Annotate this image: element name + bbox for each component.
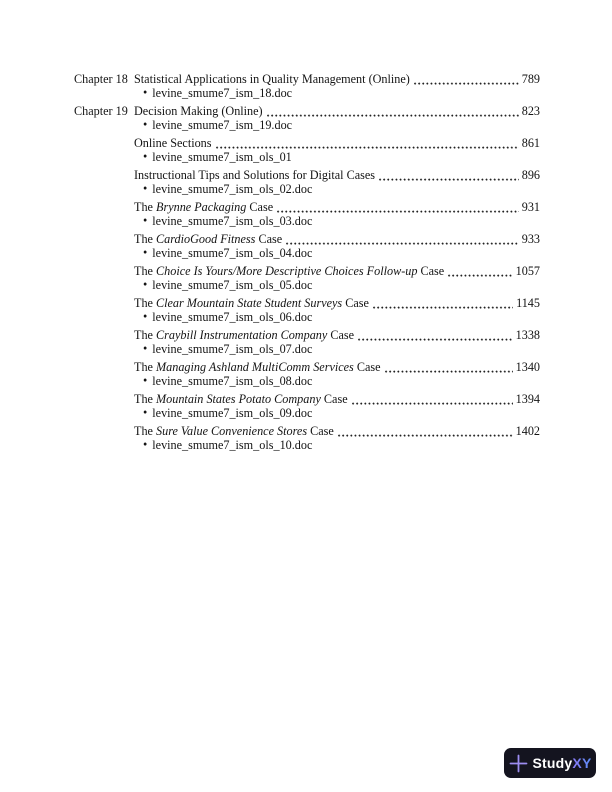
- entry-title-pre: The: [134, 264, 156, 278]
- file-name: levine_smume7_ism_ols_10.doc: [152, 438, 313, 452]
- toc-entry: [74, 424, 540, 452]
- table-of-contents: [74, 72, 540, 456]
- bullet-icon: •: [143, 405, 148, 420]
- bullet-icon: •: [143, 373, 148, 388]
- file-name: levine_smume7_ism_18.doc: [152, 86, 293, 100]
- toc-entry-line: [134, 296, 540, 310]
- entry-title-post: Case: [353, 360, 381, 374]
- plus-icon: [509, 754, 528, 773]
- toc-entry-body: [134, 200, 540, 228]
- toc-entry-body: [134, 232, 540, 260]
- entry-title-post: Case: [246, 200, 274, 214]
- entry-title-pre: The: [134, 392, 156, 406]
- toc-entry-body: [134, 296, 540, 324]
- file-name: levine_smume7_ism_ols_07.doc: [152, 342, 313, 356]
- entry-title-pre: The: [134, 200, 156, 214]
- dot-leader: [358, 338, 513, 341]
- chapter-label: [74, 328, 134, 356]
- toc-entry-line: [134, 232, 540, 246]
- toc-entry: [74, 232, 540, 260]
- entry-title-pre: The: [134, 360, 156, 374]
- entry-title: [134, 232, 282, 246]
- dot-leader: [216, 146, 519, 149]
- toc-entry-body: [134, 104, 540, 132]
- toc-entry-line: [134, 424, 540, 438]
- dot-leader: [267, 114, 519, 117]
- entry-title-italic: Sure Value Convenience Stores: [156, 424, 308, 438]
- chapter-label: [74, 200, 134, 228]
- toc-entry: [74, 104, 540, 132]
- toc-entry-body: [134, 168, 540, 196]
- file-name: levine_smume7_ism_ols_03.doc: [152, 214, 313, 228]
- bullet-icon: •: [143, 213, 148, 228]
- file-name: levine_smume7_ism_ols_04.doc: [152, 246, 313, 260]
- logo-text-accent: XY: [572, 755, 592, 771]
- toc-entry-line: [134, 264, 540, 278]
- dot-leader: [385, 370, 513, 373]
- file-reference-line: [134, 406, 540, 420]
- toc-entry-line: [134, 136, 540, 150]
- entry-title-italic: Mountain States Potato Company: [156, 392, 321, 406]
- entry-title-italic: Clear Mountain State Student Surveys: [156, 296, 343, 310]
- file-reference-line: [134, 278, 540, 292]
- dot-leader: [352, 402, 513, 405]
- chapter-label: [74, 168, 134, 196]
- page-number: 933: [521, 232, 540, 246]
- entry-title-italic: Choice Is Yours/More Descriptive Choices Follow-up: [156, 264, 418, 278]
- entry-title-post: Case: [342, 296, 369, 310]
- file-reference-line: [134, 374, 540, 388]
- entry-title-post: Case: [320, 392, 348, 406]
- chapter-label: [74, 232, 134, 260]
- entry-title-pre: Decision Making (Online): [134, 104, 263, 118]
- chapter-label: Chapter 18: [74, 72, 128, 86]
- entry-title-pre: The: [134, 296, 156, 310]
- page-number: 789: [521, 72, 540, 86]
- entry-title-pre: The: [134, 232, 156, 246]
- chapter-label: Chapter 19: [74, 104, 128, 118]
- file-name: levine_smume7_ism_ols_01: [152, 150, 292, 164]
- toc-entry: [74, 264, 540, 292]
- studyxy-badge: [504, 748, 596, 778]
- toc-entry-body: [134, 136, 540, 164]
- toc-entry: [74, 328, 540, 356]
- toc-entry-line: [134, 104, 540, 118]
- dot-leader: [379, 178, 519, 181]
- file-name: levine_smume7_ism_ols_09.doc: [152, 406, 313, 420]
- chapter-label: [74, 136, 134, 164]
- toc-entry-line: [134, 200, 540, 214]
- entry-title: [134, 104, 263, 118]
- logo-text-primary: Study: [532, 755, 573, 771]
- toc-entry-body: [134, 360, 540, 388]
- toc-entry: [74, 360, 540, 388]
- chapter-label: [74, 360, 134, 388]
- file-reference-line: [134, 182, 540, 196]
- bullet-icon: •: [143, 309, 148, 324]
- toc-entry: [74, 200, 540, 228]
- page-number: 1338: [515, 328, 540, 342]
- bullet-icon: •: [143, 245, 148, 260]
- toc-entry-line: [134, 168, 540, 182]
- bullet-icon: •: [143, 341, 148, 356]
- bullet-icon: •: [143, 149, 148, 164]
- toc-entry: [74, 72, 540, 100]
- toc-entry-body: [134, 264, 540, 292]
- bullet-icon: •: [143, 85, 148, 100]
- file-reference-line: [134, 150, 540, 164]
- entry-title-pre: The: [134, 328, 156, 342]
- bullet-icon: •: [143, 437, 148, 452]
- page-number: 896: [521, 168, 540, 182]
- entry-title-italic: Craybill Instrumentation Company: [156, 328, 328, 342]
- chapter-label: [74, 424, 134, 452]
- toc-entry-line: [134, 392, 540, 406]
- entry-title-italic: CardioGood Fitness: [156, 232, 256, 246]
- chapter-label: [74, 392, 134, 420]
- file-reference-line: [134, 246, 540, 260]
- page-number: 861: [521, 136, 540, 150]
- toc-entries: [74, 72, 540, 452]
- bullet-icon: •: [143, 277, 148, 292]
- entry-title-pre: Statistical Applications in Quality Management (Online): [134, 72, 410, 86]
- page-number: 931: [521, 200, 540, 214]
- file-reference-line: [134, 310, 540, 324]
- entry-title: [134, 392, 348, 406]
- bullet-icon: •: [143, 181, 148, 196]
- file-name: levine_smume7_ism_ols_05.doc: [152, 278, 313, 292]
- dot-leader: [277, 210, 519, 213]
- page-number: 823: [521, 104, 540, 118]
- dot-leader: [338, 434, 513, 437]
- file-name: levine_smume7_ism_ols_06.doc: [152, 310, 313, 324]
- studyxy-wordmark: [533, 756, 592, 770]
- toc-entry: [74, 168, 540, 196]
- toc-entry: [74, 392, 540, 420]
- entry-title: [134, 200, 273, 214]
- page-number: 1145: [516, 296, 540, 310]
- entry-title: [134, 72, 410, 86]
- toc-entry-body: [134, 72, 540, 100]
- entry-title-post: Case: [327, 328, 355, 342]
- entry-title: [134, 168, 375, 182]
- entry-title-pre: Instructional Tips and Solutions for Digital Cases: [134, 168, 376, 182]
- chapter-label: [74, 264, 134, 292]
- file-reference-line: [134, 438, 540, 452]
- entry-title: [134, 328, 354, 342]
- toc-entry-body: [134, 424, 540, 452]
- file-reference-line: [134, 118, 540, 132]
- page-number: 1057: [515, 264, 540, 278]
- entry-title: [134, 424, 334, 438]
- entry-title-pre: Online Sections: [134, 136, 212, 150]
- entry-title: [134, 136, 212, 150]
- toc-entry-body: [134, 392, 540, 420]
- dot-leader: [448, 274, 512, 277]
- toc-entry: [74, 296, 540, 324]
- toc-entry-line: [134, 360, 540, 374]
- file-name: levine_smume7_ism_ols_08.doc: [152, 374, 313, 388]
- dot-leader: [414, 82, 519, 85]
- entry-title-pre: The: [134, 424, 156, 438]
- toc-entry-body: [134, 328, 540, 356]
- dot-leader: [286, 242, 519, 245]
- chapter-label: [74, 296, 134, 324]
- page-number: 1402: [515, 424, 540, 438]
- file-reference-line: [134, 342, 540, 356]
- bullet-icon: •: [143, 117, 148, 132]
- toc-entry-line: [134, 72, 540, 86]
- entry-title-post: Case: [307, 424, 334, 438]
- file-name: levine_smume7_ism_ols_02.doc: [152, 182, 313, 196]
- entry-title-post: Case: [255, 232, 283, 246]
- page-number: 1340: [515, 360, 540, 374]
- entry-title-italic: Brynne Packaging: [156, 200, 247, 214]
- toc-entry: [74, 136, 540, 164]
- entry-title-post: Case: [417, 264, 445, 278]
- file-reference-line: [134, 86, 540, 100]
- entry-title: [134, 360, 381, 374]
- entry-title: [134, 264, 444, 278]
- dot-leader: [373, 306, 513, 309]
- entry-title-italic: Managing Ashland MultiComm Services: [156, 360, 354, 374]
- toc-entry-line: [134, 328, 540, 342]
- file-reference-line: [134, 214, 540, 228]
- entry-title: [134, 296, 369, 310]
- file-name: levine_smume7_ism_19.doc: [152, 118, 293, 132]
- page-number: 1394: [515, 392, 540, 406]
